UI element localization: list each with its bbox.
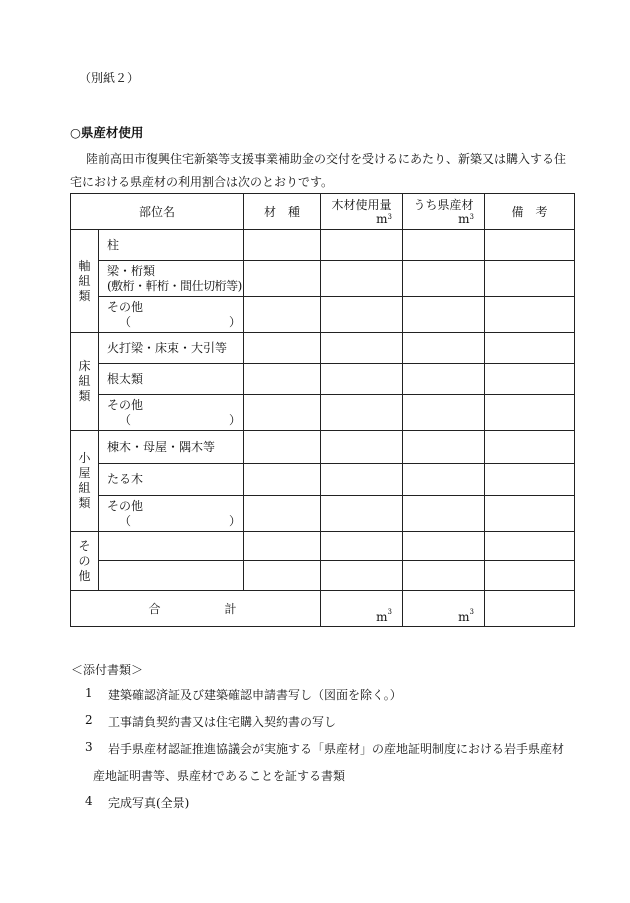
part-name-cell: 梁・桁類 (敷桁・軒桁・間仕切桁等) xyxy=(99,261,244,297)
group-label-other: そ の 他 xyxy=(71,532,99,591)
group-label-roof: 小 屋 組 類 xyxy=(71,431,99,532)
part-name-cell[interactable] xyxy=(99,532,244,561)
attachment-number: 1 xyxy=(85,686,93,700)
part-name-cell: 根太類 xyxy=(99,364,244,395)
attachment-number: 4 xyxy=(85,794,93,808)
header-material: 材 種 xyxy=(244,194,321,230)
group-label-framework: 軸 組 類 xyxy=(71,230,99,333)
material-cell[interactable] xyxy=(244,464,321,496)
remarks-cell[interactable] xyxy=(485,333,575,364)
attachment-item-2 xyxy=(85,713,337,729)
table-row xyxy=(71,333,575,364)
material-cell[interactable] xyxy=(244,297,321,333)
header-pref-volume-unit: $m^3$ xyxy=(458,211,474,226)
part-name-cell: 柱 xyxy=(99,230,244,261)
table-row xyxy=(71,464,575,496)
wood-volume-cell[interactable] xyxy=(321,496,403,532)
wood-volume-cell[interactable] xyxy=(321,364,403,395)
header-wood-volume-unit: $m^3$ xyxy=(376,211,392,226)
part-name-cell: たる木 xyxy=(99,464,244,496)
attachment-item-3 xyxy=(85,740,565,756)
remarks-cell[interactable] xyxy=(485,364,575,395)
attachment-text: 完成写真(全景) xyxy=(108,796,190,810)
attachment-number: 3 xyxy=(85,740,93,754)
pref-volume-cell[interactable] xyxy=(403,464,485,496)
material-cell[interactable] xyxy=(244,333,321,364)
attachment-number: （別紙２） xyxy=(79,71,140,85)
part-name-cell[interactable] xyxy=(99,561,244,591)
header-pref-volume-label: うち県産材 xyxy=(413,197,474,212)
table-row xyxy=(71,496,575,532)
total-remarks-cell[interactable] xyxy=(485,591,575,627)
attachment-text: 岩手県産材認証推進協議会が実施する「県産材」の産地証明制度における岩手県産材 xyxy=(108,742,565,756)
material-cell[interactable] xyxy=(244,561,321,591)
pref-volume-cell[interactable] xyxy=(403,395,485,431)
total-pref-volume-unit: $m^3$ xyxy=(458,608,474,624)
intro-text-line-2: 宅における県産材の利用割合は次のとおりです。 xyxy=(70,175,334,189)
table-row xyxy=(71,431,575,464)
total-label: 合 計 xyxy=(71,591,321,627)
remarks-cell[interactable] xyxy=(485,297,575,333)
remarks-cell[interactable] xyxy=(485,496,575,532)
total-wood-volume-unit: $m^3$ xyxy=(376,608,392,624)
part-name-cell: その他 （ ） xyxy=(99,496,244,532)
wood-volume-cell[interactable] xyxy=(321,261,403,297)
remarks-cell[interactable] xyxy=(485,431,575,464)
material-cell[interactable] xyxy=(244,532,321,561)
part-name-cell: 棟木・母屋・隅木等 xyxy=(99,431,244,464)
wood-volume-cell[interactable] xyxy=(321,395,403,431)
total-pref-volume-cell[interactable] xyxy=(403,591,485,627)
table-row xyxy=(71,364,575,395)
table-row xyxy=(71,230,575,261)
remarks-cell[interactable] xyxy=(485,395,575,431)
section-heading: ○県産材使用 xyxy=(70,125,144,140)
remarks-cell[interactable] xyxy=(485,561,575,591)
attachment-item-4 xyxy=(85,794,190,810)
pref-volume-cell[interactable] xyxy=(403,561,485,591)
attachment-text: 建築確認済証及び建築確認申請書写し（図面を除く。） xyxy=(108,688,402,702)
table-row xyxy=(71,395,575,431)
wood-volume-cell[interactable] xyxy=(321,230,403,261)
total-wood-volume-cell[interactable] xyxy=(321,591,403,627)
pref-volume-cell[interactable] xyxy=(403,297,485,333)
header-wood-volume xyxy=(321,194,403,230)
intro-text-line-1: 陸前高田市復興住宅新築等支援事業補助金の交付を受けるにあたり、新築又は購入する住 xyxy=(86,152,567,166)
material-cell[interactable] xyxy=(244,364,321,395)
pref-volume-cell[interactable] xyxy=(403,261,485,297)
wood-volume-cell[interactable] xyxy=(321,333,403,364)
table-row xyxy=(71,561,575,591)
header-remarks: 備 考 xyxy=(485,194,575,230)
table-row xyxy=(71,532,575,561)
wood-volume-cell[interactable] xyxy=(321,561,403,591)
attachment-item-3-continued: 産地証明書等、県産材であることを証する書類 xyxy=(93,769,346,783)
table-row xyxy=(71,297,575,333)
attachment-text: 工事請負契約書又は住宅購入契約書の写し xyxy=(108,715,337,729)
header-pref-volume xyxy=(403,194,485,230)
part-name-cell: 火打梁・床束・大引等 xyxy=(99,333,244,364)
wood-volume-cell[interactable] xyxy=(321,297,403,333)
wood-volume-cell[interactable] xyxy=(321,431,403,464)
remarks-cell[interactable] xyxy=(485,230,575,261)
material-cell[interactable] xyxy=(244,261,321,297)
total-row xyxy=(71,591,575,627)
table-header-row xyxy=(71,194,575,230)
material-cell[interactable] xyxy=(244,431,321,464)
pref-volume-cell[interactable] xyxy=(403,496,485,532)
pref-volume-cell[interactable] xyxy=(403,364,485,395)
pref-volume-cell[interactable] xyxy=(403,532,485,561)
material-cell[interactable] xyxy=(244,395,321,431)
header-part-name: 部位名 xyxy=(71,194,244,230)
remarks-cell[interactable] xyxy=(485,261,575,297)
wood-volume-cell[interactable] xyxy=(321,464,403,496)
wood-volume-cell[interactable] xyxy=(321,532,403,561)
attachment-item-1 xyxy=(85,686,402,702)
header-wood-volume-label: 木材使用量 xyxy=(331,197,392,212)
table-row xyxy=(71,261,575,297)
group-label-floor: 床 組 類 xyxy=(71,333,99,431)
attachment-number: 2 xyxy=(85,713,93,727)
remarks-cell[interactable] xyxy=(485,464,575,496)
material-cell[interactable] xyxy=(244,496,321,532)
pref-volume-cell[interactable] xyxy=(403,431,485,464)
pref-volume-cell[interactable] xyxy=(403,333,485,364)
attachments-heading: ＜添付書類＞ xyxy=(71,663,144,677)
remarks-cell[interactable] xyxy=(485,532,575,561)
part-name-cell: その他 （ ） xyxy=(99,297,244,333)
prefectural-timber-usage-table xyxy=(70,193,575,627)
pref-volume-cell[interactable] xyxy=(403,230,485,261)
material-cell[interactable] xyxy=(244,230,321,261)
part-name-cell: その他 （ ） xyxy=(99,395,244,431)
